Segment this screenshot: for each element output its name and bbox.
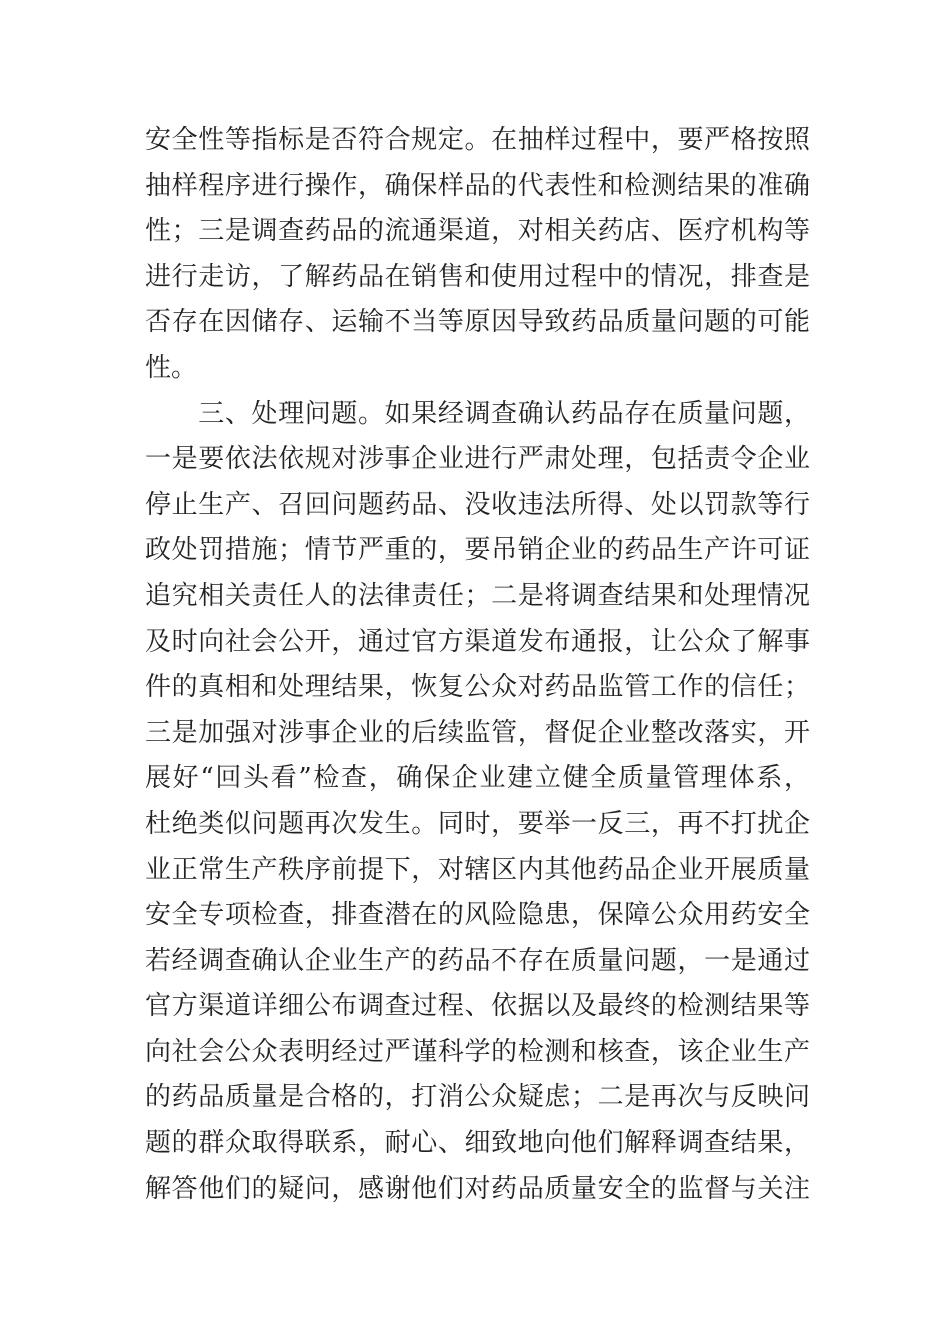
text-line: 题的群众取得联系，耐心、细致地向他们解释调查结果， xyxy=(145,1128,810,1159)
body-text xyxy=(145,118,810,1212)
text-line: 政处罚措施；情节严重的，要吊销企业的药品生产许可证 xyxy=(145,535,810,566)
text-line: 向社会公众表明经过严谨科学的检测和核查，该企业生产 xyxy=(145,1036,810,1067)
text-line: 进行走访，了解药品在销售和使用过程中的情况，排查是 xyxy=(145,261,810,292)
text-line: 安全性等指标是否符合规定。在抽样过程中，要严格按照 xyxy=(145,125,810,155)
text-line: 若经调查确认企业生产的药品不存在质量问题，一是通过 xyxy=(145,945,810,976)
text-line: 性。 xyxy=(145,352,198,383)
text-line: 安全专项检查，排查潜在的风险隐患，保障公众用药安全 xyxy=(145,900,810,931)
text-line: 件的真相和处理结果，恢复公众对药品监管工作的信任； xyxy=(145,672,810,703)
text-line: 业正常生产秩序前提下，对辖区内其他药品企业开展质量 xyxy=(145,854,810,885)
text-line: 性；三是调查药品的流通渠道，对相关药店、医疗机构等 xyxy=(145,216,810,247)
text-line: 三、处理问题。如果经调查确认药品存在质量问题， xyxy=(145,398,810,429)
text-line: 官方渠道详细公布调查过程、依据以及最终的检测结果等 xyxy=(145,991,810,1022)
text-line: 展好“回头看”检查，确保企业建立健全质量管理体系， xyxy=(145,763,810,794)
text-line: 三是加强对涉事企业的后续监管，督促企业整改落实，开 xyxy=(145,717,810,748)
text-line: 的药品质量是合格的，打消公众疑虑；二是再次与反映问 xyxy=(145,1082,810,1113)
text-line: 抽样程序进行操作，确保样品的代表性和检测结果的准确 xyxy=(145,170,810,201)
text-line: 停止生产、召回问题药品、没收违法所得、处以罚款等行 xyxy=(145,489,810,520)
text-line: 杜绝类似问题再次发生。同时，要举一反三，再不打扰企 xyxy=(145,808,810,839)
text-line: 追究相关责任人的法律责任；二是将调查结果和处理情况 xyxy=(145,580,810,611)
text-line: 解答他们的疑问，感谢他们对药品质量安全的监督与关注 xyxy=(145,1173,810,1204)
text-line: 否存在因储存、运输不当等原因导致药品质量问题的可能 xyxy=(145,307,810,338)
text-line: 一是要依法依规对涉事企业进行严肃处理，包括责令企业 xyxy=(145,444,810,475)
text-line: 及时向社会公开，通过官方渠道发布通报，让公众了解事 xyxy=(145,626,810,657)
